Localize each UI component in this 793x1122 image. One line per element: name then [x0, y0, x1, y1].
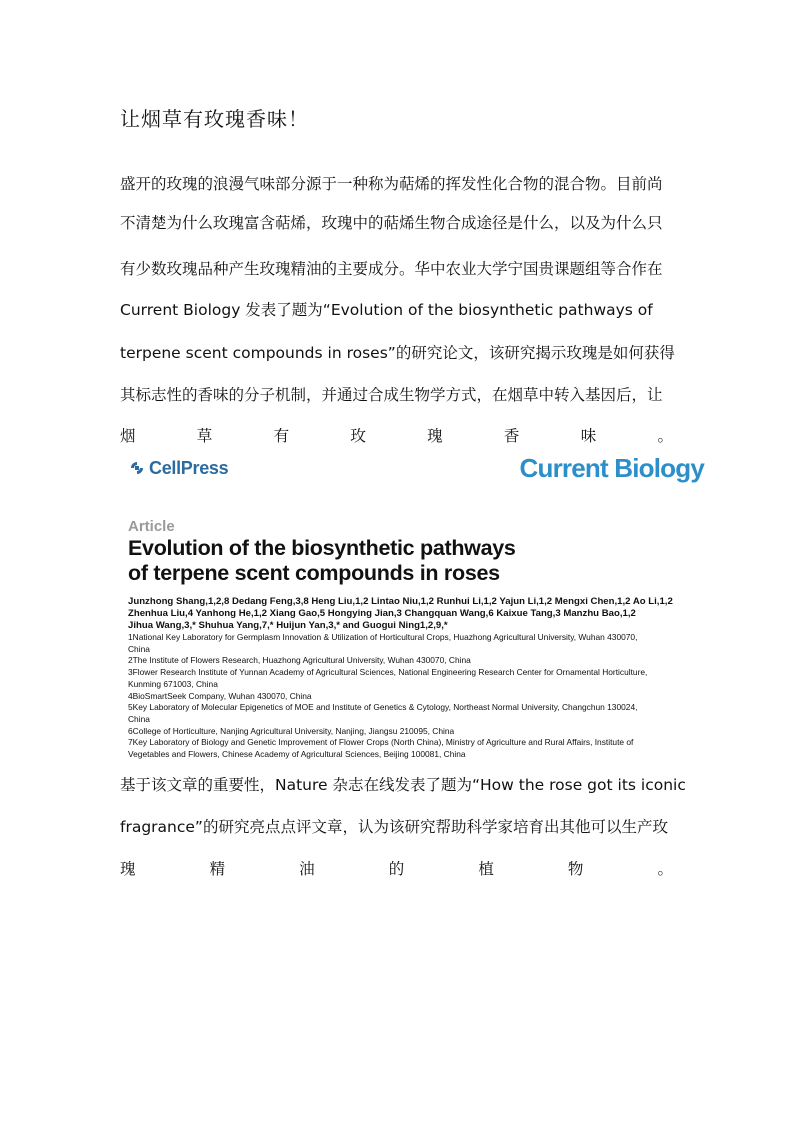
outro-char: 油	[299, 860, 315, 878]
affiliation-line: 7Key Laboratory of Biology and Genetic Improvement of Flower Crops (North China), Ministry of Agriculture and Rural Affairs, Institute of	[128, 737, 634, 748]
page-title: 让烟草有玫瑰香味！	[120, 107, 309, 131]
intro-char: 玫	[350, 427, 366, 445]
article-label: Article	[128, 518, 175, 535]
author-list	[128, 596, 708, 632]
intro-char: 。	[657, 427, 673, 445]
intro-char: 草	[196, 427, 213, 445]
intro-line-6: 其标志性的香味的分子机制，并通过合成生物学方式，在烟草中转入基因后，让	[120, 386, 663, 404]
outro-char: 瑰	[120, 860, 136, 878]
intro-line-1: 盛开的玫瑰的浪漫气味部分源于一种称为萜烯的挥发性化合物的混合物。目前尚	[120, 175, 663, 193]
affiliation-line: China	[128, 713, 150, 724]
intro-char: 有	[273, 427, 290, 445]
outro-char: 物	[567, 860, 584, 878]
outro-line-2: fragrance”的研究亮点点评文章，认为该研究帮助科学家培育出其他可以生产玫	[120, 818, 668, 836]
article-title	[128, 536, 516, 586]
affiliation-line: 5Key Laboratory of Molecular Epigenetics of MOE and Institute of Genetics & Cytology, Northeast Normal University, Changchun 130024,	[128, 702, 638, 713]
article-title-line-2: of terpene scent compounds in roses	[128, 561, 500, 585]
outro-char: 精	[209, 860, 226, 878]
publisher-name: CellPress	[149, 458, 229, 478]
author-line-3: Jihua Wang,3,* Shuhua Yang,7,* Huijun Yan,3,* and Guogui Ning1,2,9,*	[128, 620, 448, 631]
intro-line-2: 不清楚为什么玫瑰富含萜烯，玫瑰中的萜烯生物合成途径是什么，以及为什么只	[120, 214, 663, 232]
intro-char: 味	[580, 427, 597, 445]
intro-line-4: Current Biology 发表了题为“Evolution of the biosynthetic pathways of	[120, 301, 653, 319]
affiliation-line: China	[128, 643, 150, 654]
affiliation-line: 4BioSmartSeek Company, Wuhan 430070, China	[128, 690, 312, 701]
outro-char: 植	[478, 860, 494, 878]
cellpress-logo	[128, 458, 228, 479]
intro-char: 烟	[120, 427, 136, 445]
affiliation-line: Vegetables and Flowers, Chinese Academy of Agricultural Sciences, Beijing 100081, China	[128, 749, 466, 760]
intro-char: 瑰	[427, 427, 443, 445]
affiliation-line: 6College of Horticulture, Nanjing Agricultural University, Nanjing, Jiangsu 210095, China	[128, 725, 455, 736]
intro-line-7	[120, 424, 673, 446]
article-header-image	[118, 455, 708, 765]
cellpress-icon	[128, 459, 146, 477]
affiliation-line: 1National Key Laboratory for Germplasm Innovation & Utilization of Horticultural Crops, Huazhong Agricultural University, Wuhan 430070,	[128, 632, 638, 642]
outro-line-3	[120, 857, 673, 879]
article-title-line-1: Evolution of the biosynthetic pathways	[128, 536, 516, 560]
outro-line-1: 基于该文章的重要性，Nature 杂志在线发表了题为“How the rose got its iconic	[120, 776, 686, 794]
outro-char: 的	[388, 860, 405, 878]
author-line-2: Zhenhua Liu,4 Yanhong He,1,2 Xiang Gao,5 Hongying Jian,3 Changquan Wang,6 Kaixue Tang,3 Manzhu Bao,1,2	[128, 608, 636, 619]
intro-char: 香	[503, 427, 520, 445]
outro-char: 。	[657, 860, 673, 878]
author-line-1: Junzhong Shang,1,2,8 Dedang Feng,3,8 Heng Liu,1,2 Lintao Niu,1,2 Runhui Li,1,2 Yajun Li,1,2 Mengxi Chen,1,2 Ao Li,1,2	[128, 596, 673, 607]
intro-line-3: 有少数玫瑰品种产生玫瑰精油的主要成分。华中农业大学宁国贵课题组等合作在	[120, 260, 663, 278]
affiliation-list	[128, 632, 713, 761]
intro-line-5: terpene scent compounds in roses”的研究论文，该研究揭示玫瑰是如何获得	[120, 344, 675, 362]
journal-name: Current Biology	[519, 453, 704, 483]
affiliation-line: 3Flower Research Institute of Yunnan Academy of Agricultural Sciences, National Engineering Research Center for Ornamental Horticulture,	[128, 667, 648, 678]
affiliation-line: 2The Institute of Flowers Research, Huazhong Agricultural University, Wuhan 430070, China	[128, 655, 471, 666]
affiliation-line: Kunming 671003, China	[128, 678, 218, 689]
